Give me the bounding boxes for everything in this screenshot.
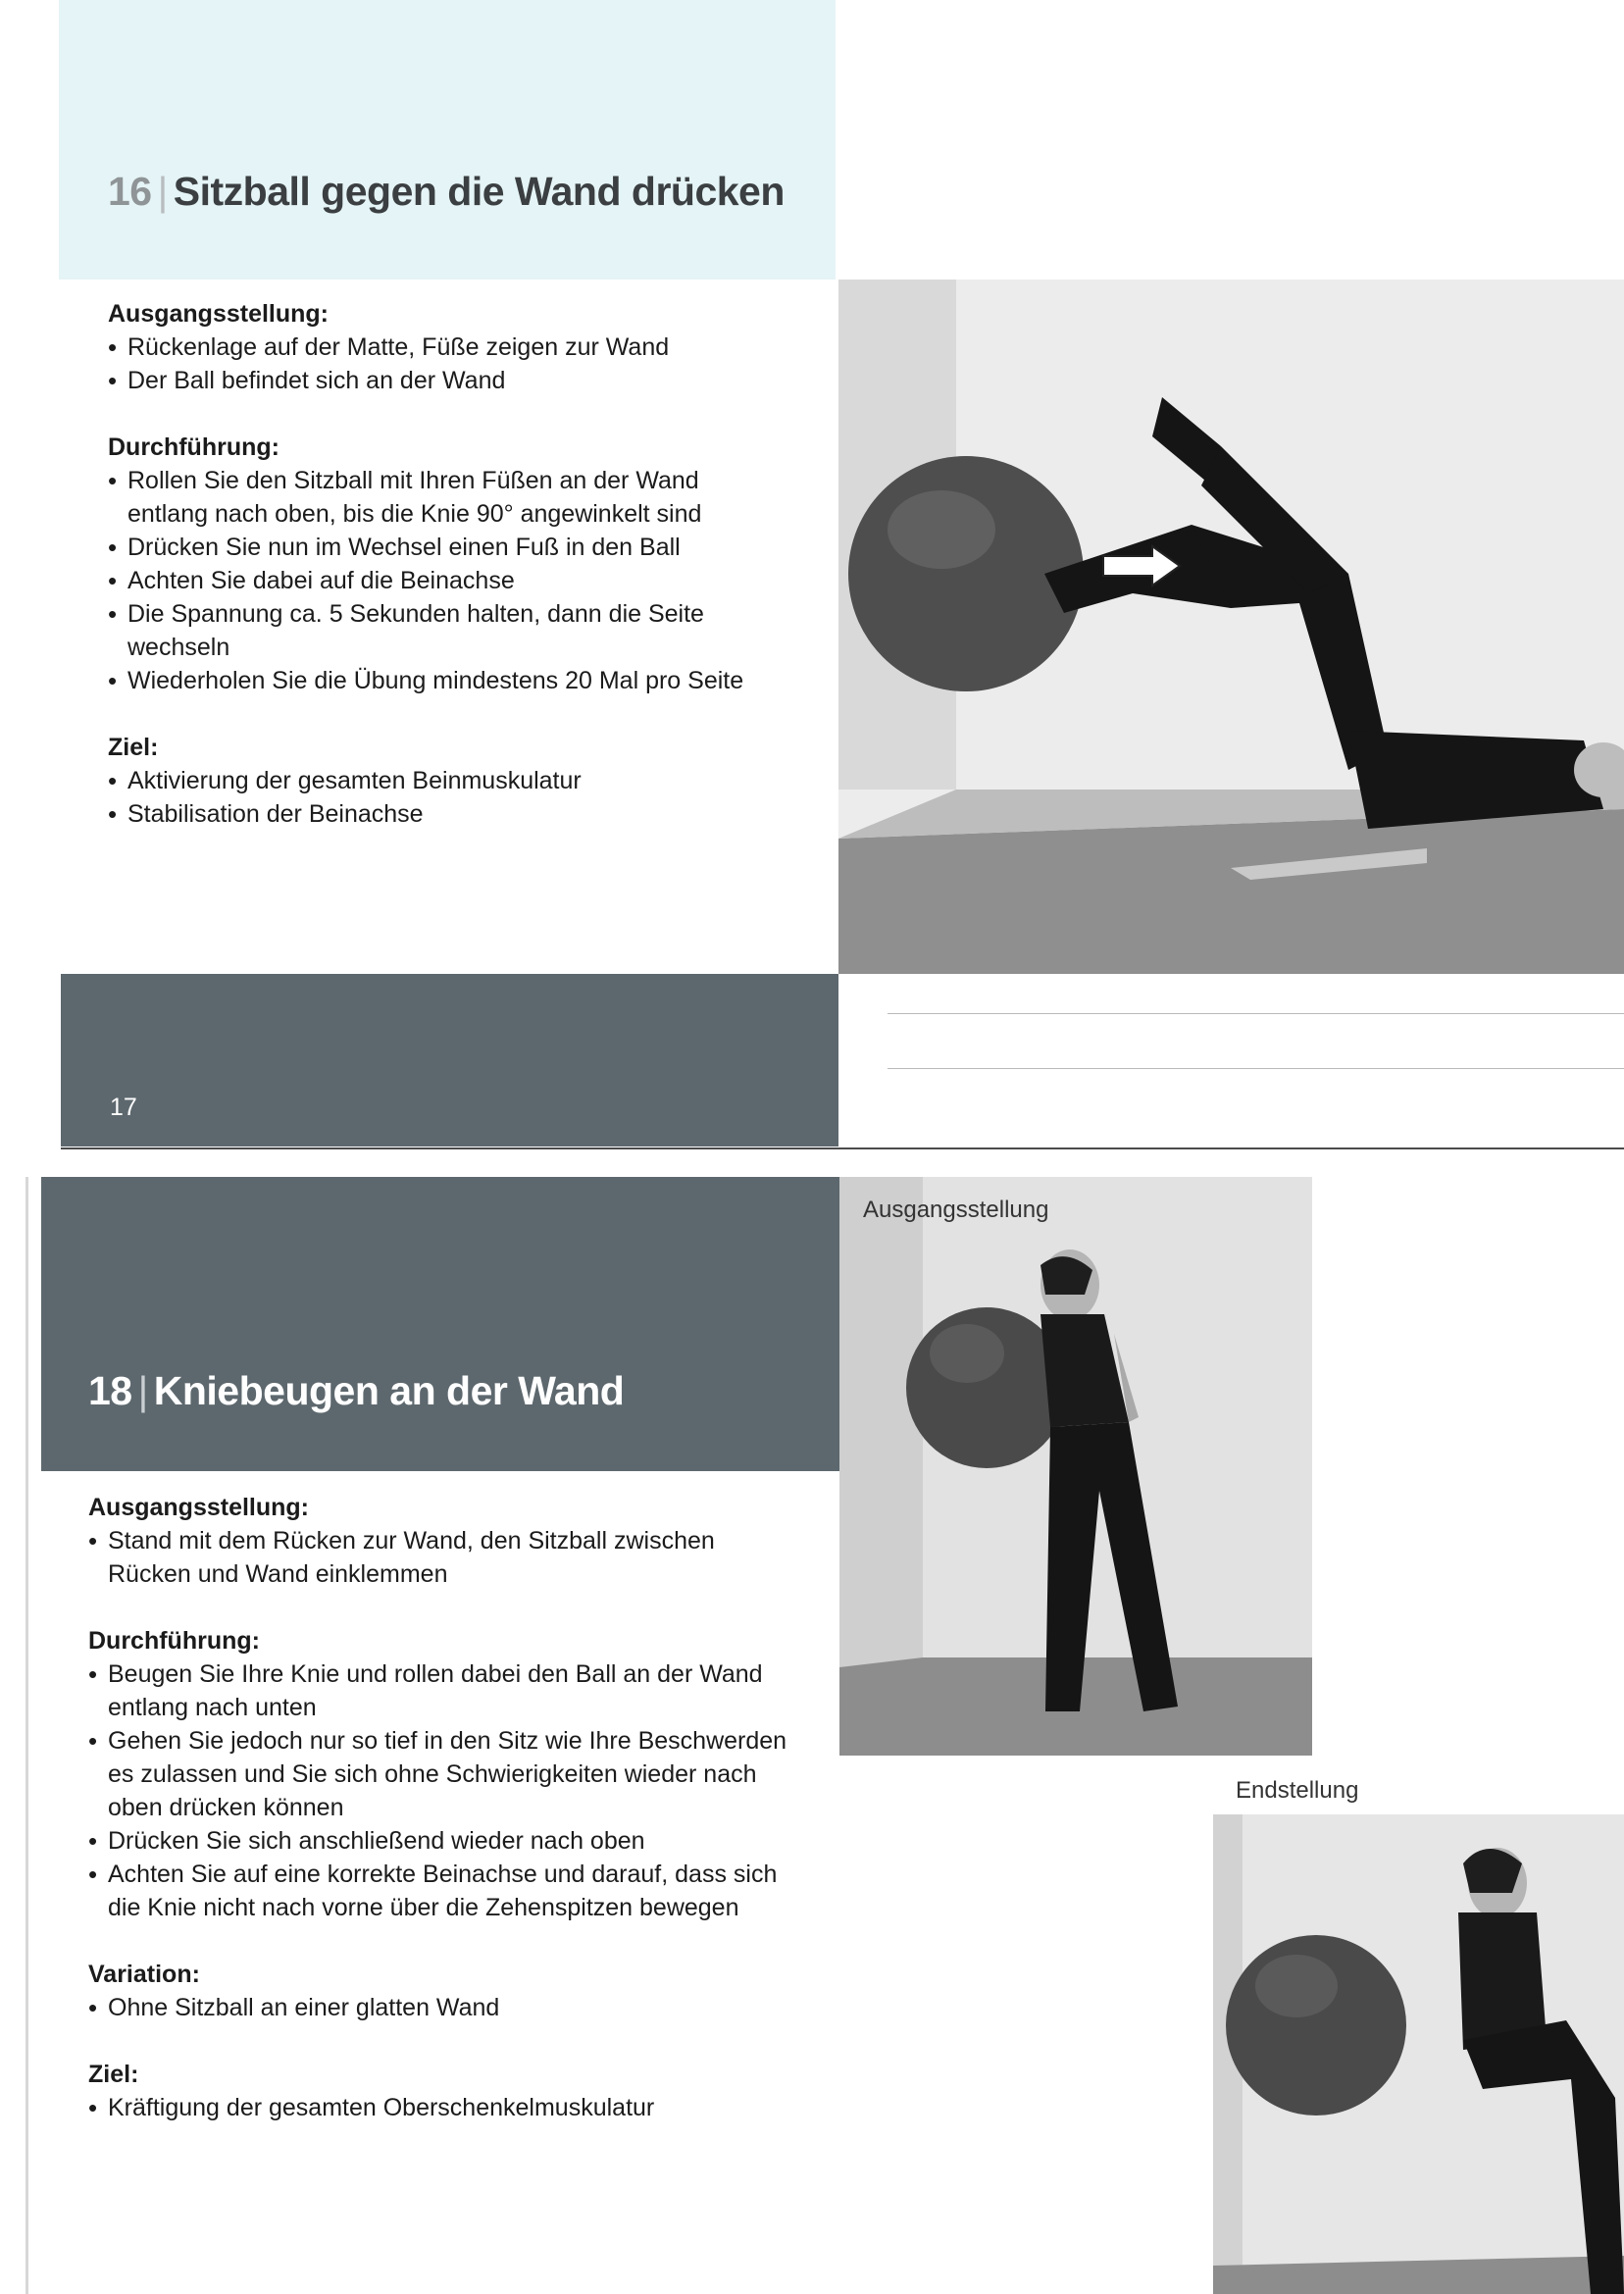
- start-photo-caption: Ausgangsstellung: [863, 1197, 1049, 1223]
- exercise-18-start-photo: [839, 1177, 1312, 1756]
- note-line: [888, 1013, 1624, 1014]
- variation-list: [88, 1991, 834, 2024]
- list-item: • Drücken Sie nun im Wechsel einen Fuß in den Ball: [108, 531, 824, 564]
- list-item: die Knie nicht nach vorne über die Zehenspitzen bewegen: [108, 1894, 739, 1921]
- list-item: • Drücken Sie sich anschließend wieder nach oben: [88, 1824, 834, 1858]
- list-item: wechseln: [127, 634, 230, 661]
- goal-list: [108, 764, 824, 831]
- list-item: entlang nach unten: [108, 1694, 317, 1721]
- list-item: • Achten Sie dabei auf die Beinachse: [108, 564, 824, 597]
- exercise-18-instructions: [88, 1491, 834, 2158]
- exercise-title-text: Kniebeugen an der Wand: [153, 1368, 625, 1413]
- title-band: [41, 1177, 839, 1471]
- title-band: [59, 0, 836, 280]
- exercise-16-instructions: [108, 297, 824, 864]
- section-heading-goal: Ziel:: [108, 734, 159, 761]
- footer-band: [61, 974, 838, 1147]
- page-divider: [61, 1147, 1624, 1149]
- list-item: entlang nach oben, bis die Knie 90° angewinkelt sind: [127, 500, 702, 528]
- exercise-18-end-photo: [1213, 1756, 1624, 2294]
- exercise-16-title: 16 | Sitzball gegen die Wand drücken: [108, 169, 785, 214]
- section-heading-start-position: Ausgangsstellung:: [108, 300, 330, 328]
- execution-list: [88, 1657, 834, 1924]
- note-line: [888, 1068, 1624, 1069]
- list-item: • Aktivierung der gesamten Beinmuskulatur: [108, 764, 824, 797]
- goal-list: [88, 2091, 834, 2124]
- list-item: oben drücken können: [108, 1794, 344, 1821]
- list-item: • Der Ball befindet sich an der Wand: [108, 364, 824, 397]
- list-item: Rücken und Wand einklemmen: [108, 1560, 448, 1588]
- list-item: • Achten Sie auf eine korrekte Beinachse und darauf, dass sich: [88, 1858, 834, 1891]
- section-heading-goal: Ziel:: [88, 2061, 139, 2088]
- list-item: es zulassen und Sie sich ohne Schwierigkeiten wieder nach: [108, 1760, 757, 1788]
- exercise-number: 18: [88, 1368, 132, 1413]
- page-number: 17: [110, 1094, 137, 1121]
- exercise-number: 16: [108, 169, 152, 214]
- list-item: • Stand mit dem Rücken zur Wand, den Sitzball zwischen: [88, 1524, 834, 1557]
- list-item: • Ohne Sitzball an einer glatten Wand: [88, 1991, 834, 2024]
- section-heading-variation: Variation:: [88, 1961, 200, 1988]
- start-position-list: [108, 331, 824, 397]
- list-item: • Rollen Sie den Sitzball mit Ihren Füßen an der Wand: [108, 464, 824, 497]
- binding-edge: [25, 1177, 28, 2294]
- section-heading-start-position: Ausgangsstellung:: [88, 1494, 310, 1521]
- execution-list: [108, 464, 824, 697]
- exercise-title-text: Sitzball gegen die Wand drücken: [173, 169, 785, 214]
- list-item: • Gehen Sie jedoch nur so tief in den Sitz wie Ihre Beschwerden: [88, 1724, 834, 1758]
- start-position-list: [88, 1524, 834, 1591]
- list-item: • Beugen Sie Ihre Knie und rollen dabei den Ball an der Wand: [88, 1657, 834, 1691]
- section-heading-execution: Durchführung:: [88, 1627, 260, 1655]
- exercise-16-photo: [838, 280, 1624, 974]
- list-item: • Kräftigung der gesamten Oberschenkelmuskulatur: [88, 2091, 834, 2124]
- list-item: • Stabilisation der Beinachse: [108, 797, 824, 831]
- exercise-18-title: 18 | Kniebeugen an der Wand: [88, 1368, 625, 1413]
- end-photo-caption: Endstellung: [1236, 1777, 1359, 1804]
- list-item: • Rückenlage auf der Matte, Füße zeigen zur Wand: [108, 331, 824, 364]
- list-item: • Wiederholen Sie die Übung mindestens 20 Mal pro Seite: [108, 664, 824, 697]
- section-heading-execution: Durchführung:: [108, 433, 279, 461]
- list-item: • Die Spannung ca. 5 Sekunden halten, dann die Seite: [108, 597, 824, 631]
